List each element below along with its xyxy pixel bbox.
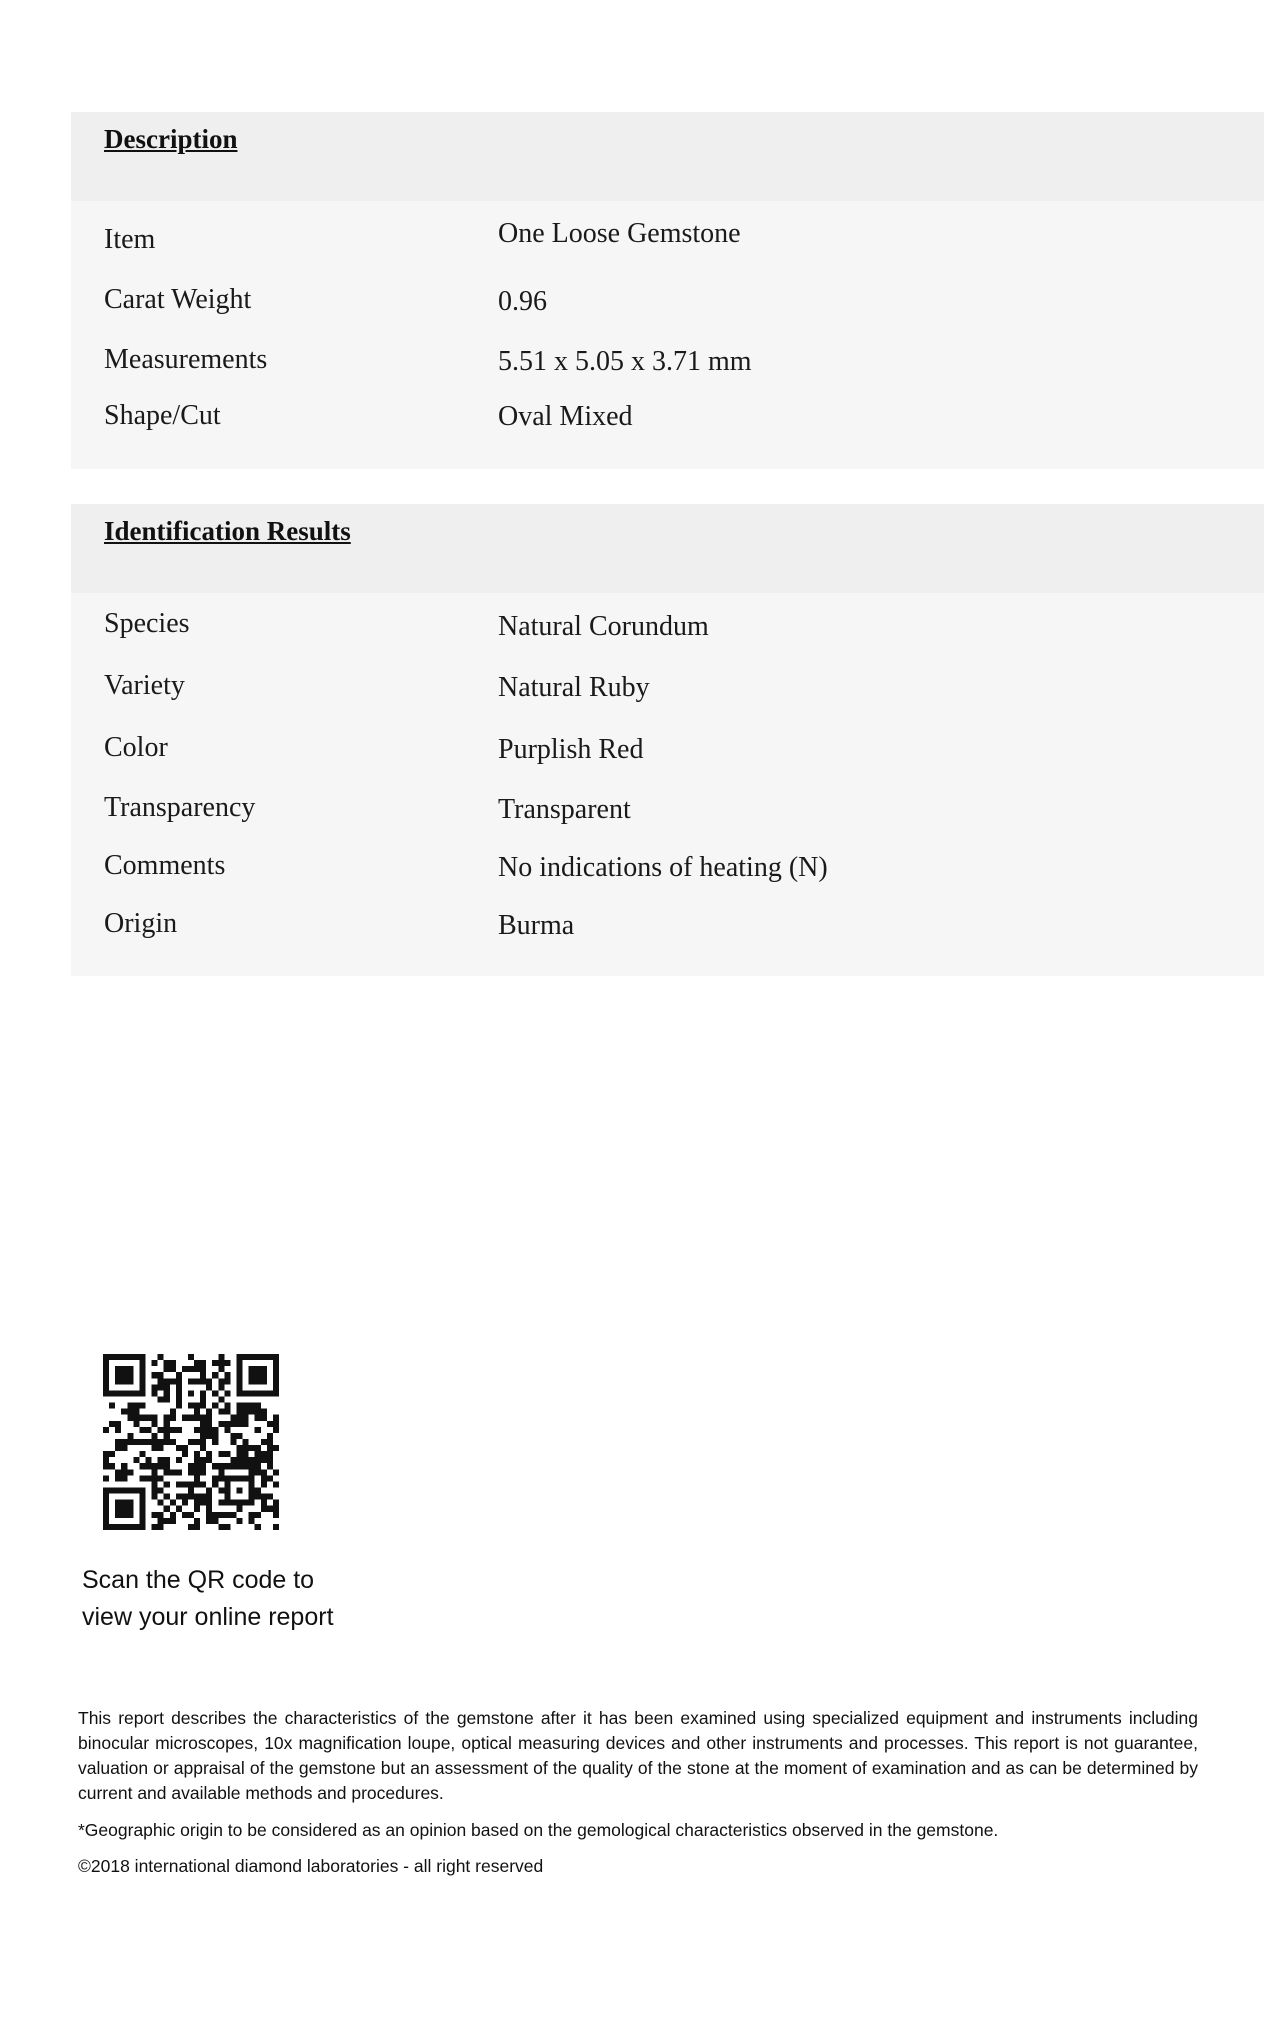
origin-note: *Geographic origin to be considered as an opinion based on the gemological characteristics observed in the gemstone.: [78, 1820, 999, 1840]
qr-code-icon: [103, 1354, 279, 1530]
row-shape-cut: [71, 400, 1264, 440]
measurements-label: Measurements: [104, 344, 268, 375]
disclaimer-text: This report describes the characteristics of the gemstone after it has been examined using specialized equipment and instruments including binocular microscopes, 10x magnification loupe, optical measuring devices and other instruments and processes. This report is not guarantee, valuation or appraisal of the gemstone but an assessment of the quality of the stone at the moment of examination and as can be determined by current and available methods and procedures.: [78, 1708, 1198, 1803]
comments-label: Comments: [104, 850, 226, 881]
color-value: Purplish Red: [498, 734, 644, 765]
description-section: [71, 112, 1264, 469]
qr-caption: [82, 1562, 482, 1636]
measurements-value: 5.51 x 5.05 x 3.71 mm: [498, 346, 752, 377]
origin-label: Origin: [104, 908, 178, 939]
transparency-value: Transparent: [498, 794, 631, 825]
row-item: [71, 218, 1264, 264]
copyright-text: ©2018 international diamond laboratories - all right reserved: [78, 1856, 544, 1876]
transparency-label: Transparency: [104, 792, 256, 823]
shape-cut-value: Oval Mixed: [498, 401, 633, 432]
row-species: [71, 608, 1264, 648]
row-comments: [71, 850, 1264, 890]
row-color: [71, 732, 1264, 772]
item-value: One Loose Gemstone: [498, 218, 741, 249]
carat-weight-label: Carat Weight: [104, 284, 252, 315]
qr-caption-line-2: view your online report: [82, 1603, 334, 1631]
item-label: Item: [104, 224, 156, 255]
variety-value: Natural Ruby: [498, 672, 650, 703]
identification-section: [71, 504, 1264, 976]
row-transparency: [71, 792, 1264, 832]
row-carat-weight: [71, 284, 1264, 324]
row-measurements: [71, 344, 1264, 384]
species-value: Natural Corundum: [498, 611, 709, 642]
row-origin: [71, 908, 1264, 948]
description-title: Description: [104, 124, 238, 154]
variety-label: Variety: [104, 670, 185, 701]
shape-cut-label: Shape/Cut: [104, 400, 221, 431]
identification-header: [71, 504, 1264, 593]
identification-title: Identification Results: [104, 516, 351, 546]
carat-weight-value: 0.96: [498, 286, 547, 317]
origin-value: Burma: [498, 910, 575, 941]
comments-value: No indications of heating (N): [498, 852, 828, 883]
row-variety: [71, 670, 1264, 710]
qr-caption-line-1: Scan the QR code to: [82, 1566, 315, 1594]
color-label: Color: [104, 732, 168, 763]
species-label: Species: [104, 608, 190, 639]
description-header: [71, 112, 1264, 201]
